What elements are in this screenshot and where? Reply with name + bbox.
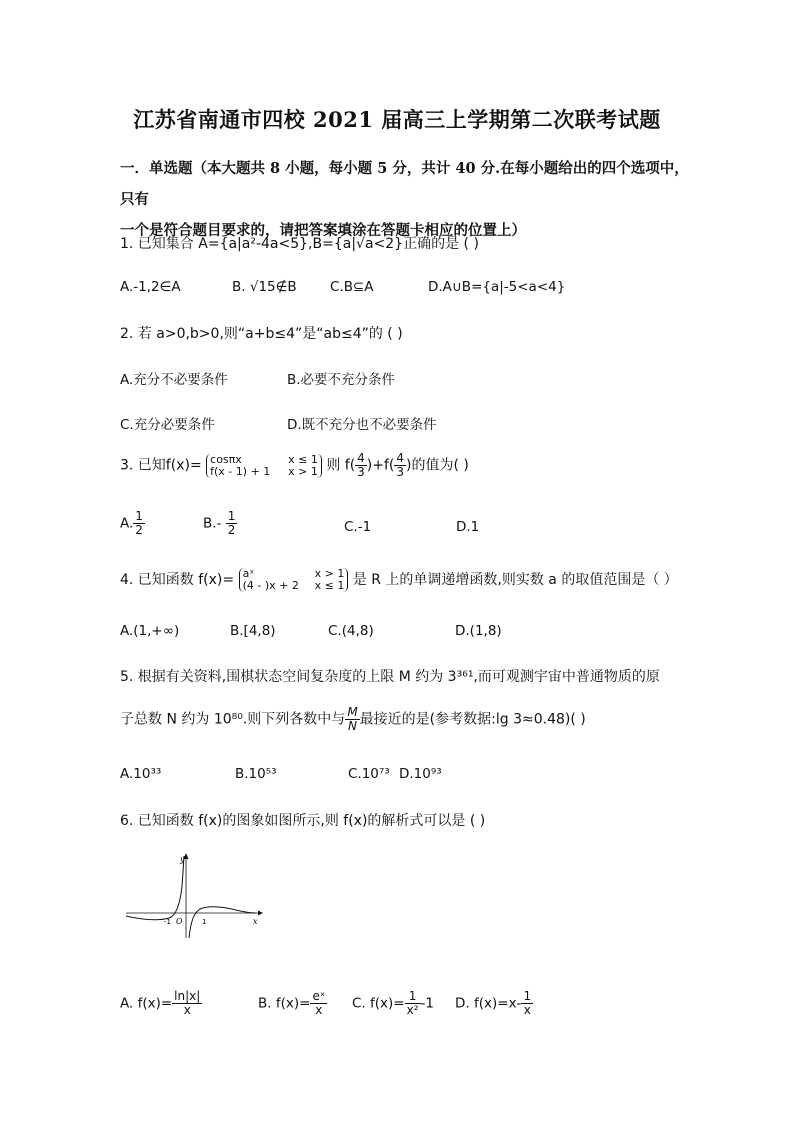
q3-case1: cosπx [210, 452, 242, 466]
q3-opt-a-frac [133, 510, 145, 537]
question-3-piecewise [206, 454, 322, 478]
question-4-piecewise [239, 568, 349, 592]
question-2-option-c: C.充分必要条件 [120, 417, 215, 433]
q3-opt-b-num: 1 [227, 509, 236, 523]
section-heading-line1: 一．单选题（本大题共 8 小题，每小题 5 分，共计 40 分.在每小题给出的四个选项中，只有 [120, 160, 689, 208]
question-5-line2 [120, 706, 586, 733]
q4-case1: aˣ [242, 567, 255, 580]
q6-opt-d-num: 1 [523, 989, 532, 1003]
question-1-stem: 1. 已知集合 A={a|a²-4a<5},B={a|√a<2}正确的是 ( ) [120, 236, 479, 252]
q6-opt-a-pre: A. f(x)= [120, 995, 173, 1012]
question-4-option-c: C.(4,8) [328, 623, 374, 639]
graph-label-x: x [253, 917, 258, 926]
question-6-option-c [352, 990, 434, 1017]
q3-frac1-num: 4 [357, 451, 365, 465]
question-3-option-a [120, 510, 145, 537]
q3-fraction-1 [355, 452, 367, 479]
q4-cond2: x ≤ 1 [314, 579, 345, 592]
q5-fraction [345, 706, 359, 733]
question-5-option-d: D.10⁹³ [399, 766, 442, 782]
q3-opt-b-label: B.- [203, 515, 226, 532]
question-6-option-b [258, 990, 327, 1017]
question-6-stem: 6. 已知函数 f(x)的图象如图所示,则 f(x)的解析式可以是 ( ) [120, 813, 486, 829]
question-1-option-c: C.B⊆A [330, 279, 374, 295]
question-5-line1: 5. 根据有关资料,围棋状态空间复杂度的上限 M 约为 3³⁶¹,而可观测宇宙中普通物质的原 [120, 669, 660, 685]
graph-label-y: y [180, 855, 185, 864]
question-4-suffix: 是 R 上的单调递增函数,则实数 a 的取值范围是（ ） [352, 572, 678, 588]
question-3-mid2: )+f( [366, 457, 395, 474]
graph-label-origin: O [176, 917, 183, 926]
question-5-option-b: B.10⁵³ [235, 766, 277, 782]
q3-frac1-den: 3 [357, 465, 365, 479]
q3-cond1: x ≤ 1 [288, 452, 318, 466]
question-2-stem: 2. 若 a>0,b>0,则“a+b≤4”是“ab≤4”的 ( ) [120, 326, 403, 342]
function-graph [124, 850, 264, 940]
q6-opt-b-frac [310, 990, 327, 1017]
q6-opt-c-post: -1 [420, 995, 434, 1012]
q6-opt-c-pre: C. f(x)= [352, 995, 405, 1012]
page-title: 江苏省南通市四校 2021 届高三上学期第二次联考试题 [133, 107, 661, 132]
question-6-option-d [455, 990, 533, 1017]
question-3-option-b [203, 510, 237, 537]
question-4-option-b: B.[4,8) [230, 623, 276, 639]
question-3-prefix: 3. 已知f(x)= [120, 457, 202, 474]
question-1-option-d: D.A∪B={a|-5<a<4} [428, 279, 566, 295]
q3-case2: f(x - 1) + 1 [210, 464, 271, 478]
q6-opt-b-den: x [315, 1003, 323, 1017]
question-2-option-b: B.必要不充分条件 [287, 372, 396, 388]
q6-opt-b-pre: B. f(x)= [258, 995, 311, 1012]
q3-frac2-num: 4 [396, 451, 405, 465]
q6-opt-d-den: x [523, 1003, 531, 1017]
q6-opt-c-den: x² [406, 1003, 419, 1017]
question-3-option-d: D.1 [456, 519, 480, 535]
section-heading-line2: 一个是符合题目要求的，请把答案填涂在答题卡相应的位置上） [120, 222, 526, 239]
question-2-option-a: A.充分不必要条件 [120, 372, 228, 388]
q6-opt-b-num: eˣ [312, 989, 326, 1003]
q4-cond1: x > 1 [314, 567, 345, 580]
q6-opt-a-den: x [183, 1003, 191, 1017]
q6-opt-d-frac [521, 990, 533, 1017]
question-4-stem [120, 568, 678, 592]
question-5-option-c: C.10⁷³ [348, 766, 390, 782]
graph-label-one: 1 [202, 918, 207, 926]
question-2-option-d: D.既不充分也不必要条件 [287, 417, 437, 433]
q6-opt-c-frac [405, 990, 421, 1017]
question-1-option-a: A.-1,2∈A [120, 279, 181, 295]
q6-opt-c-num: 1 [405, 990, 421, 1004]
question-4-option-d: D.(1,8) [455, 623, 502, 639]
curve-left-branch [126, 856, 184, 920]
q3-opt-b-frac [226, 510, 238, 537]
curve-right-branch [189, 907, 256, 938]
question-3-option-c: C.-1 [344, 519, 372, 535]
q6-opt-a-num: ln|x| [174, 989, 201, 1003]
q3-opt-a-label: A. [120, 515, 134, 532]
x-axis-arrow [258, 911, 263, 916]
graph-label-neg-one: -1 [164, 918, 171, 926]
q3-opt-b-den: 2 [227, 523, 236, 537]
question-3-mid1: 则 f( [326, 457, 356, 474]
q5-frac-den: N [348, 719, 357, 733]
q5-line2a: 子总数 N 约为 10⁸⁰.则下列各数中与 [120, 711, 346, 728]
q3-cond2: x > 1 [288, 464, 318, 478]
q6-opt-a-frac [172, 990, 202, 1017]
q3-opt-a-num: 1 [135, 509, 143, 523]
question-4-prefix: 4. 已知函数 f(x)= [120, 572, 235, 588]
q3-frac2-den: 3 [396, 465, 405, 479]
question-6-option-a [120, 990, 202, 1017]
q5-frac-num: M [347, 705, 358, 719]
question-3-stem [120, 452, 469, 479]
question-5-option-a: A.10³³ [120, 766, 162, 782]
q4-case2: (4 - )x + 2 [242, 579, 299, 592]
question-4-option-a: A.(1,+∞) [120, 623, 180, 639]
q5-line2b: 最接近的是(参考数据:lg 3≈0.48)( ) [359, 711, 586, 728]
question-3-mid3: )的值为( ) [406, 457, 469, 474]
q3-fraction-2 [394, 452, 406, 479]
q6-opt-d-pre: D. f(x)=x- [455, 995, 522, 1012]
question-1-option-b: B. √15∉B [232, 279, 297, 295]
q3-opt-a-den: 2 [135, 523, 143, 537]
